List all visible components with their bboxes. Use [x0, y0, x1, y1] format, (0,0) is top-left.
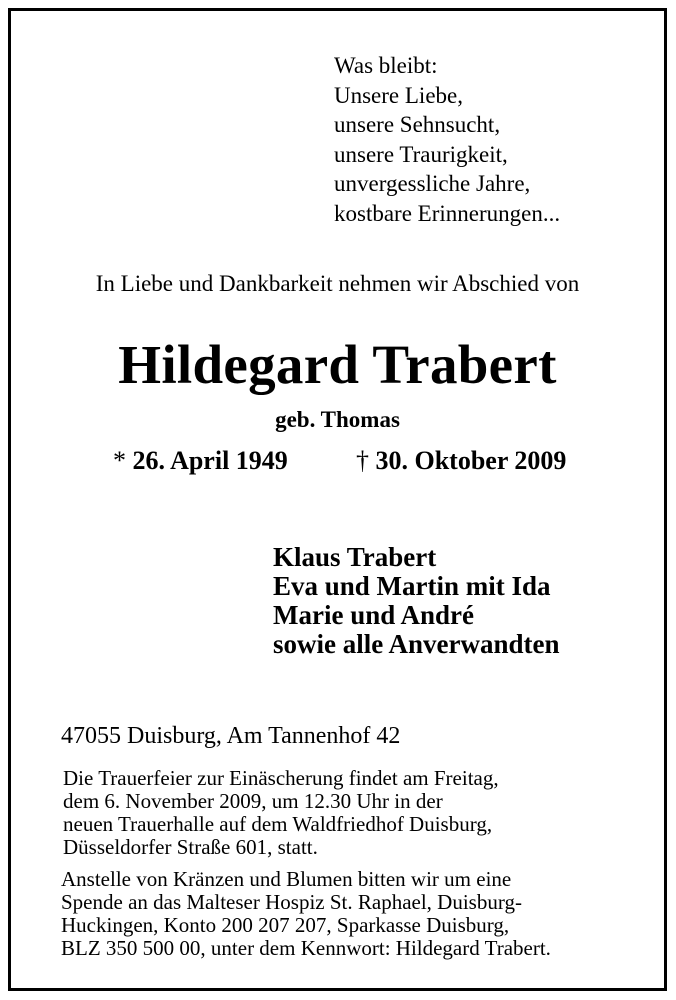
address: 47055 Duisburg, Am Tannenhof 42: [61, 723, 401, 749]
mourners-list: [273, 543, 560, 659]
obituary-notice: [8, 8, 667, 991]
death-date-line: [356, 446, 566, 476]
poem-line: unvergessliche Jahre,: [334, 171, 531, 196]
funeral-info: [63, 767, 499, 859]
intro-text: In Liebe und Dankbarkeit nehmen wir Abschied von: [95, 271, 580, 296]
maiden-name: geb. Thomas: [275, 407, 400, 432]
mourner: Klaus Trabert: [273, 542, 437, 572]
deceased-name: Hildegard Trabert: [118, 334, 557, 395]
poem-line: kostbare Erinnerungen...: [334, 200, 561, 226]
funeral-info-line: Düsseldorfer Straße 601, statt.: [63, 835, 318, 859]
funeral-info-line: dem 6. November 2009, um 12.30 Uhr in der: [63, 789, 443, 813]
poem-line: unsere Sehnsucht,: [334, 112, 501, 137]
donation-info-line: Anstelle von Kränzen und Blumen bitten wir um eine: [61, 867, 512, 891]
birth-date: 26. April 1949: [132, 446, 288, 475]
death-date: 30. Oktober 2009: [375, 446, 567, 475]
funeral-info-line: Die Trauerfeier zur Einäscherung findet am Freitag,: [63, 766, 499, 790]
death-cross-icon: †: [356, 446, 369, 475]
birth-date-line: [113, 446, 288, 476]
poem-line: unsere Traurigkeit,: [334, 141, 508, 167]
donation-info: [61, 868, 551, 960]
donation-info-line: Huckingen, Konto 200 207 207, Sparkasse Duisburg,: [61, 913, 510, 937]
funeral-info-line: neuen Trauerhalle auf dem Waldfriedhof Duisburg,: [63, 812, 493, 836]
donation-info-line: Spende an das Malteser Hospiz St. Raphael, Duisburg-: [61, 890, 522, 914]
poem: [334, 51, 560, 228]
birth-star-icon: *: [113, 446, 126, 475]
mourner: Marie und André: [273, 600, 475, 630]
mourner: Eva und Martin mit Ida: [273, 571, 551, 601]
poem-line: Was bleibt:: [334, 53, 438, 78]
donation-info-line: BLZ 350 500 00, unter dem Kennwort: Hildegard Trabert.: [61, 936, 551, 960]
mourner: sowie alle Anverwandten: [273, 629, 560, 659]
poem-line: Unsere Liebe,: [334, 82, 463, 108]
